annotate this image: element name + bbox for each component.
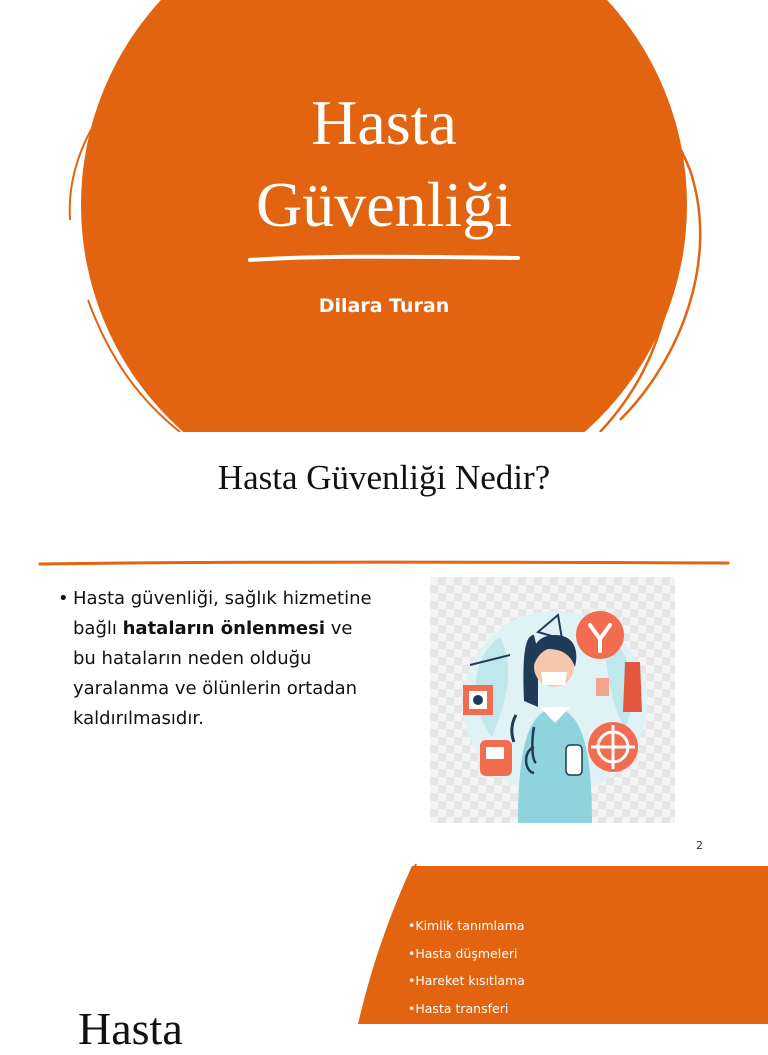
title-slide bbox=[0, 0, 768, 432]
topics-slide bbox=[0, 864, 768, 1054]
bullet-item bbox=[58, 584, 378, 734]
topic-item-falls: •Hasta düşmeleri bbox=[408, 945, 518, 961]
author-name: Dilara Turan bbox=[318, 295, 450, 317]
presentation-title: Hasta Güvenliği bbox=[256, 87, 512, 240]
nurse-illustration bbox=[430, 577, 675, 823]
page-number: 2 bbox=[696, 839, 703, 852]
bullet-list bbox=[58, 584, 378, 734]
orange-side-panel bbox=[0, 864, 768, 1024]
topic-item-transfer: •Hasta transferi bbox=[408, 1000, 509, 1016]
title-underline bbox=[248, 252, 520, 266]
topic-item-identification: •Kimlik tanımlama bbox=[408, 918, 525, 933]
bullet-text-end: ve bu hataların neden olduğu yaralanma ve ölünlerin ortadan kaldırılmasıdır. bbox=[73, 618, 358, 729]
bullet-text-bold: hataların önlenmesi bbox=[122, 618, 325, 639]
topic-item-restraint: •Hareket kısıtlama bbox=[408, 973, 525, 988]
nurse-illustration-drawing bbox=[430, 577, 675, 823]
partial-title: Hasta bbox=[78, 1003, 183, 1054]
content-slide bbox=[0, 432, 768, 864]
slide-title: Hasta Güvenliği Nedir? bbox=[217, 458, 551, 497]
topics-list bbox=[408, 918, 525, 1028]
bullet-text-start: Hasta güvenliği, sağlık hizmetine bağlı bbox=[73, 588, 372, 639]
orange-divider bbox=[40, 559, 730, 569]
